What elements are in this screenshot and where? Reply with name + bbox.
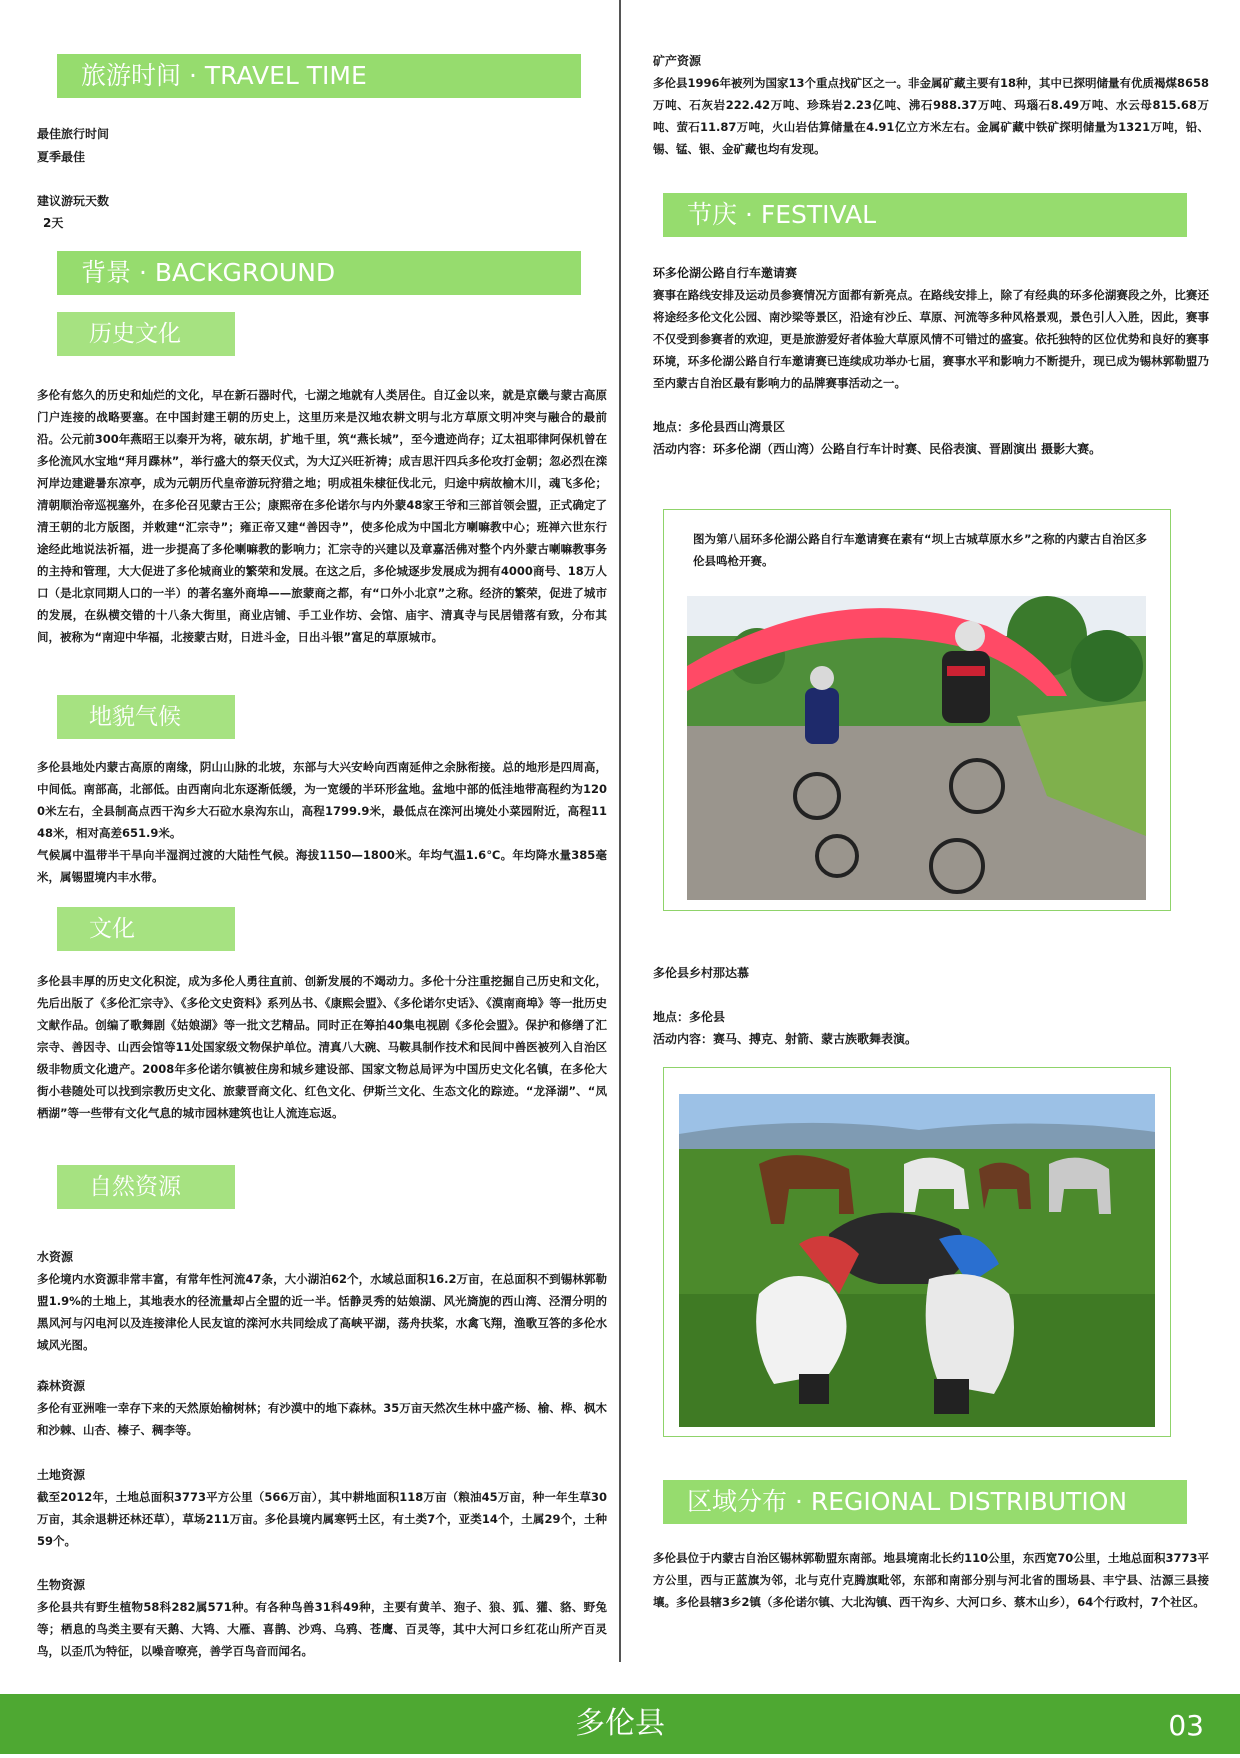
history-heading: 历史文化: [57, 312, 235, 356]
best-time-label: 最佳旅行时间: [37, 127, 110, 141]
naadam-content: 活动内容：赛马、搏克、射箭、蒙古族歌舞表演。: [653, 1032, 918, 1046]
geography-heading: 地貌气候: [57, 695, 235, 739]
bio-text: 多伦县共有野生植物58科282属571种。有各种鸟兽31科49种，主要有黄羊、狍子、狼、狐、獾、貉、野兔等；栖息的鸟类主要有天鹅、大鸨、大雁、喜鹊、沙鸡、乌鸦、苍鹰、百灵等，其中大河口乡红花山所产百灵鸟，以歪爪为特征，以噪音嘹亮，善学百鸟音而闻名。: [37, 1600, 607, 1658]
naadam-place: 地点：多伦县: [653, 1010, 726, 1024]
water-label: 水资源: [37, 1250, 74, 1264]
bio-label: 生物资源: [37, 1578, 86, 1592]
race-content: 活动内容：环多伦湖（西山湾）公路自行车计时赛、民俗表演、晋剧演出 摄影大赛。: [653, 442, 1102, 456]
best-time-value: 夏季最佳: [37, 150, 86, 164]
days-label: 建议游玩天数: [37, 194, 110, 208]
land-text: 截至2012年，土地总面积3773平方公里（566万亩），其中耕地面积118万亩（粮油45万亩，种一年生草30万亩，其余退耕还林还草），草场211万亩。多伦县境内属寒钙土区，有土类7个，亚类14个，土属29个，土种59个。: [37, 1490, 607, 1548]
footer-bar: [0, 1694, 1240, 1754]
natural-resources-heading: 自然资源: [57, 1165, 235, 1209]
footer-title: 多伦县: [575, 1706, 665, 1741]
mineral-label: 矿产资源: [653, 54, 702, 68]
region-text: 多伦县位于内蒙古自治区锡林郭勒盟东南部。地县境南北长约110公里，东西宽70公里，土地总面积3773平方公里，西与正蓝旗为邻，北与克什克腾旗毗邻，东部和南部分别与河北省的围场县、丰宁县、沽源三县接壤。多伦县辖3乡2镇（多伦诺尔镇、大北沟镇、西干沟乡、大河口乡、蔡木山乡），64个行政村，7个社区。: [653, 1551, 1209, 1609]
race-place: 地点：多伦县西山湾景区: [653, 420, 786, 434]
land-label: 土地资源: [37, 1468, 86, 1482]
culture-heading: 文化: [57, 907, 235, 951]
festival-heading: 节庆 · FESTIVAL: [663, 193, 1187, 237]
mineral-text: 多伦县1996年被列为国家13个重点找矿区之一。非金属矿藏主要有18种，其中已探明储量有优质褐煤8658万吨、石灰岩222.42万吨、珍珠岩2.23亿吨、沸石988.37万吨、玛瑙石8.49万吨、水云母815.68万吨、萤石11.87万吨，火山岩估算储量在4.91亿立方米左右。金属矿藏中铁矿探明储量为1321万吨，铅、锡、锰、银、金矿藏也均有发现。: [653, 76, 1210, 156]
page-number: 03: [1168, 1709, 1204, 1742]
forest-label: 森林资源: [37, 1379, 86, 1393]
days-value: 2天: [43, 216, 64, 230]
geography-text: 多伦县地处内蒙古高原的南缘，阴山山脉的北坡，东部与大兴安岭向西南延伸之余脉衔接。总的地形是四周高，中间低。南部高，北部低。由西南向北东逐渐低缓，为一宽缓的半环形盆地。盆地中部的低洼地带高程约为1200米左右，全县制高点西干沟乡大石砬水泉沟东山，高程1799.9米，最低点在滦河出境处小菜园附近，高程1148米，相对高差651.9米。: [37, 760, 607, 840]
naadam-label: 多伦县乡村那达慕: [653, 966, 750, 980]
race-label: 环多伦湖公路自行车邀请赛: [653, 266, 798, 280]
water-text: 多伦境内水资源非常丰富，有常年性河流47条，大小湖泊62个，水域总面积16.2万亩，在总面积不到锡林郭勒盟1.9%的土地上，其地表水的径流量却占全盟的近一半。恬静灵秀的姑娘湖、风光旖旎的西山湾、泾渭分明的黑风河与闪电河以及连接津伦人民友谊的滦河水共同绘成了高峡平湖，荡舟扶桨，水禽飞翔，渔歌互答的多伦水域风光图。: [37, 1272, 607, 1352]
forest-text: 多伦有亚洲唯一幸存下来的天然原始榆树林；有沙漠中的地下森林。35万亩天然次生林中盛产杨、榆、桦、枫木和沙棘、山杏、榛子、稠李等。: [37, 1401, 607, 1437]
regional-distribution-heading: 区域分布 · REGIONAL DISTRIBUTION: [663, 1480, 1187, 1524]
column-divider: [619, 0, 621, 1662]
race-text: 赛事在路线安排及运动员参赛情况方面都有新亮点。在路线安排上，除了有经典的环多伦湖赛段之外，比赛还将途经多伦文化公园、南沙梁等景区，沿途有沙丘、草原、河流等多种风格景观，景色引人入胜，因此，赛事不仅受到参赛者的欢迎，更是旅游爱好者体验大草原风情不可错过的盛宴。依托独特的区位优势和良好的赛事环境，环多伦湖公路自行车邀请赛已连续成功举办七届，赛事水平和影响力不断提升，现已成为锡林郭勒盟乃至内蒙古自治区最有影响力的品牌赛事活动之一。: [653, 288, 1209, 390]
history-text: 多伦有悠久的历史和灿烂的文化，早在新石器时代，七湖之地就有人类居住。自辽金以来，就是京畿与蒙古高原门户连接的战略要塞。在中国封建王朝的历史上，这里历来是汉地农耕文明与北方草原文明冲突与融合的最前沿。公元前300年燕昭王以秦开为将，破东胡，扩地千里，筑“燕长城”，至今遗迹尚存；辽太祖耶律阿保机曾在多伦流风水宝地“拜月蹀林”，举行盛大的祭天仪式，为大辽兴旺祈祷；成吉思汗四兵多伦攻打金朝；忽必烈在滦河岸边建避暑东凉亭，成为元朝历代皇帝游玩狩猎之地；明成祖朱棣征伐北元，归途中病故榆木川，魂飞多伦；清朝顺治帝巡视塞外，在多伦召见蒙古王公；康熙帝在多伦诺尔与内外蒙48家王爷和三部首领会盟，正式确定了清王朝的北方版图，并敕建“汇宗寺”；雍正帝又建“善因寺”，使多伦成为中国北方喇嘛教中心；班禅六世东行途经此地说法祈福，进一步提高了多伦喇嘛教的影响力；汇宗寺的兴建以及章嘉活佛对整个内外蒙古喇嘛教事务的主持和管理，大大促进了多伦城商业的繁荣和发展。在这之后，多伦城逐步发展成为拥有4000商号、18万人口（是北京同期人口的一半）的著名塞外商埠——旅蒙商之都，有“口外小北京”之称。经济的繁荣，促进了城市的发展，在纵横交错的十八条大街里，商业店铺、手工业作坊、会馆、庙宇、清真寺与民居错落有致，分布其间，被称为“南迎中华福，北接蒙古财，日进斗金，日出斗银”富足的草原城市。: [37, 388, 607, 644]
background-heading: 背景 · BACKGROUND: [57, 251, 581, 295]
travel-time-heading: 旅游时间 · TRAVEL TIME: [57, 54, 581, 98]
wrestling-photo: [679, 1094, 1155, 1427]
cycling-photo-caption: 图为第八届环多伦湖公路自行车邀请赛在素有“坝上古城草原水乡”之称的内蒙古自治区多伦县鸣枪开赛。: [693, 532, 1147, 568]
culture-text: 多伦县丰厚的历史文化积淀，成为多伦人勇往直前、创新发展的不竭动力。多伦十分注重挖掘自己历史和文化，先后出版了《多伦汇宗寺》、《多伦文史资料》系列丛书、《康熙会盟》、《多伦诺尔史话》、《漠南商埠》等一批历史文献作品。创编了歌舞剧《姑娘湖》等一批文艺精品。同时正在筹拍40集电视剧《多伦会盟》。保护和修缮了汇宗寺、善因寺、山西会馆等11处国家级文物保护单位。清真八大碗、马鞍具制作技术和民间中兽医被列入自治区级非物质文化遗产。2008年多伦诺尔镇被住房和城乡建设部、国家文物总局评为中国历史文化名镇，在多伦大街小巷随处可以找到宗教历史文化、旅蒙晋商文化、红色文化、伊斯兰文化、生态文化的踪迹。“龙泽湖”、“凤栖湖”等一些带有文化气息的城市园林建筑也让人流连忘返。: [37, 974, 607, 1120]
climate-text: 气候属中温带半干旱向半湿润过渡的大陆性气候。海拔1150—1800米。年均气温1.6℃。年均降水量385毫米，属锡盟境内丰水带。: [37, 848, 607, 884]
cycling-race-photo: [687, 596, 1146, 900]
